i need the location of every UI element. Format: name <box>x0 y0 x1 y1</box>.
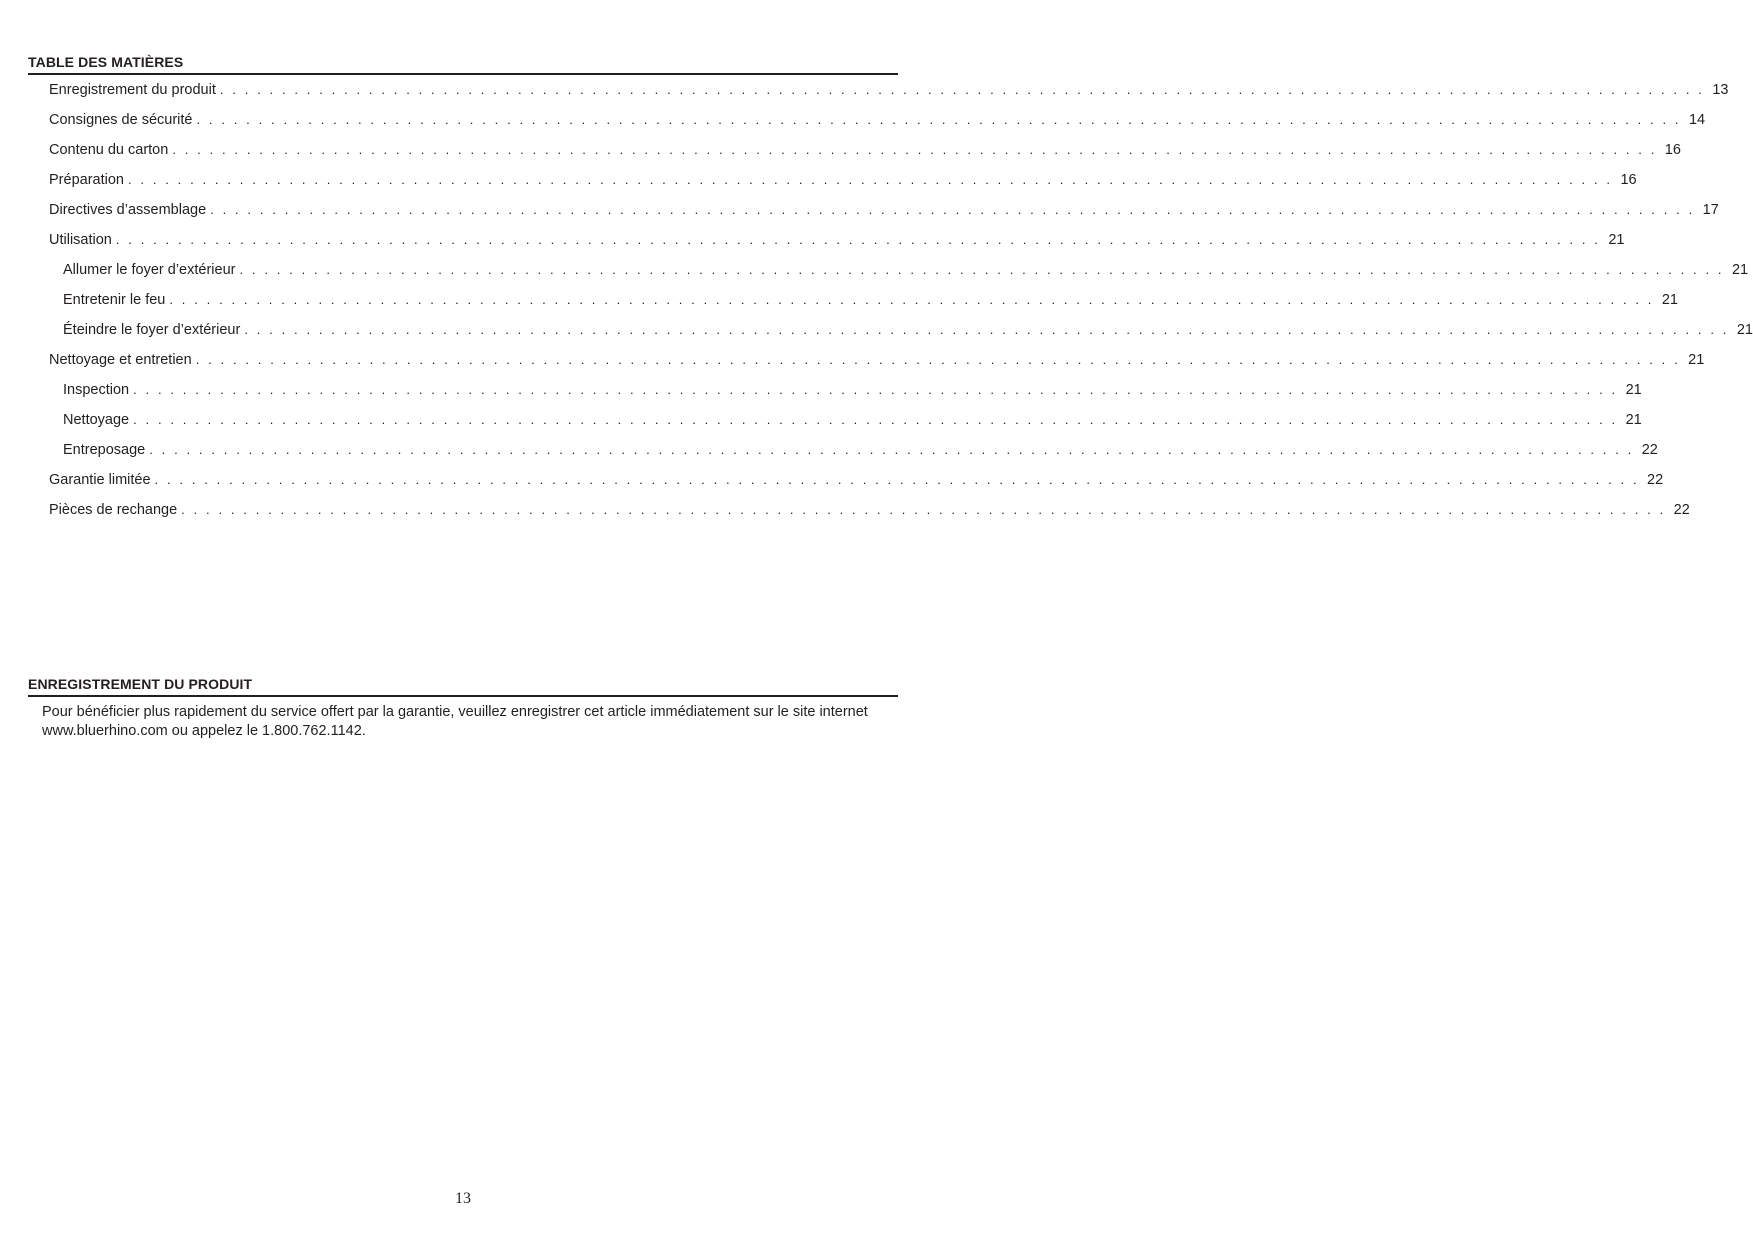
toc-entry[interactable] <box>49 349 1705 379</box>
toc-dot-leader: . . . . . . . . . . . . . . . . . . . . . . . . . . . . . . . . . . . . . . . . . . . . . . . . . . . . . . . . . . . . . . . . . . . . . . . . . . . . . . . . . . . . . . . . . . . . . . . . . . . . . . . . . . . . . . . . . . . . . . . . <box>239 262 1725 277</box>
toc-entry-label: Entretenir le feu <box>63 292 166 308</box>
toc-entry[interactable] <box>49 319 1753 349</box>
toc-entry-page: 14 <box>1688 112 1706 128</box>
registration-text: Pour bénéficier plus rapidement du service offert par la garantie, veuillez enregistrer cet article immédiatement sur le site internet www.bluerhino.com ou appelez le 1.800.762.1142. <box>42 704 868 739</box>
toc-entry-label: Utilisation <box>49 232 112 248</box>
toc-entry-page: 13 <box>1712 82 1729 98</box>
toc-dot-leader: . . . . . . . . . . . . . . . . . . . . . . . . . . . . . . . . . . . . . . . . . . . . . . . . . . . . . . . . . . . . . . . . . . . . . . . . . . . . . . . . . . . . . . . . . . . . . . . . . . . . . . . . . . . . . . . . . . . . . . . . <box>149 442 1634 457</box>
toc-entry-label: Directives d’assemblage <box>49 202 207 218</box>
toc-entry-label: Nettoyage et entretien <box>49 352 192 368</box>
toc-entry[interactable] <box>49 79 1729 109</box>
toc-entry-label: Nettoyage <box>63 412 130 428</box>
toc-dot-leader: . . . . . . . . . . . . . . . . . . . . . . . . . . . . . . . . . . . . . . . . . . . . . . . . . . . . . . . . . . . . . . . . . . . . . . . . . . . . . . . . . . . . . . . . . . . . . . . . . . . . . . . . . . . . . . . . . . . . . . . . <box>127 172 1613 187</box>
toc-entry-page: 21 <box>1625 412 1642 428</box>
toc-entry-label: Contenu du carton <box>49 142 169 158</box>
toc-heading: TABLE DES MATIÈRES <box>28 54 898 75</box>
toc-entry-page: 16 <box>1620 172 1637 188</box>
toc-entry[interactable] <box>49 289 1678 319</box>
toc-entry-page: 22 <box>1641 442 1658 458</box>
toc-dot-leader: . . . . . . . . . . . . . . . . . . . . . . . . . . . . . . . . . . . . . . . . . . . . . . . . . . . . . . . . . . . . . . . . . . . . . . . . . . . . . . . . . . . . . . . . . . . . . . . . . . . . . . . . . . . . . . . . . . . . . . . . <box>219 82 1705 97</box>
toc-entry[interactable] <box>49 379 1642 409</box>
toc-dot-leader: . . . . . . . . . . . . . . . . . . . . . . . . . . . . . . . . . . . . . . . . . . . . . . . . . . . . . . . . . . . . . . . . . . . . . . . . . . . . . . . . . . . . . . . . . . . . . . . . . . . . . . . . . . . . . . . . . . . . . . . . <box>181 502 1666 517</box>
toc-entry-label: Allumer le foyer d’extérieur <box>63 262 236 278</box>
toc-entry-label: Garantie limitée <box>49 472 151 488</box>
toc-entry[interactable] <box>49 169 1637 199</box>
toc-entry[interactable] <box>49 499 1690 529</box>
toc-entry-page: 21 <box>1661 292 1678 308</box>
toc-entry-page: 21 <box>1625 382 1642 398</box>
toc-entry-label: Éteindre le foyer d’extérieur <box>63 322 241 338</box>
toc-entry-page: 21 <box>1736 322 1753 338</box>
toc-entry[interactable] <box>49 259 1749 289</box>
toc-entry-page: 17 <box>1702 202 1719 218</box>
toc-entry-label: Entreposage <box>63 442 146 458</box>
toc-dot-leader: . . . . . . . . . . . . . . . . . . . . . . . . . . . . . . . . . . . . . . . . . . . . . . . . . . . . . . . . . . . . . . . . . . . . . . . . . . . . . . . . . . . . . . . . . . . . . . . . . . . . . . . . . . . . . . . . . . . . . . . . <box>210 202 1695 217</box>
toc-entry-page: 22 <box>1673 502 1690 518</box>
toc-entry-label: Pièces de rechange <box>49 502 178 518</box>
toc-dot-leader: . . . . . . . . . . . . . . . . . . . . . . . . . . . . . . . . . . . . . . . . . . . . . . . . . . . . . . . . . . . . . . . . . . . . . . . . . . . . . . . . . . . . . . . . . . . . . . . . . . . . . . . . . . . . . . . . . . . . . . . . <box>244 322 1729 337</box>
toc-dot-leader: . . . . . . . . . . . . . . . . . . . . . . . . . . . . . . . . . . . . . . . . . . . . . . . . . . . . . . . . . . . . . . . . . . . . . . . . . . . . . . . . . . . . . . . . . . . . . . . . . . . . . . . . . . . . . . . . . . . . . . . . <box>196 112 1682 127</box>
page-number: 13 <box>455 1190 471 1207</box>
toc-dot-leader: . . . . . . . . . . . . . . . . . . . . . . . . . . . . . . . . . . . . . . . . . . . . . . . . . . . . . . . . . . . . . . . . . . . . . . . . . . . . . . . . . . . . . . . . . . . . . . . . . . . . . . . . . . . . . . . . . . . . . . . . <box>195 352 1681 367</box>
toc-entry[interactable] <box>49 469 1664 499</box>
toc-entry[interactable] <box>49 409 1642 439</box>
toc-dot-leader: . . . . . . . . . . . . . . . . . . . . . . . . . . . . . . . . . . . . . . . . . . . . . . . . . . . . . . . . . . . . . . . . . . . . . . . . . . . . . . . . . . . . . . . . . . . . . . . . . . . . . . . . . . . . . . . . . . . . . . . . <box>133 412 1618 427</box>
toc-dot-leader: . . . . . . . . . . . . . . . . . . . . . . . . . . . . . . . . . . . . . . . . . . . . . . . . . . . . . . . . . . . . . . . . . . . . . . . . . . . . . . . . . . . . . . . . . . . . . . . . . . . . . . . . . . . . . . . . . . . . . . . . <box>133 382 1618 397</box>
toc-entry-page: 21 <box>1731 262 1749 278</box>
toc-list <box>49 79 1753 529</box>
toc-entry[interactable] <box>49 439 1658 469</box>
toc-entry-label: Consignes de sécurité <box>49 112 193 128</box>
toc-dot-leader: . . . . . . . . . . . . . . . . . . . . . . . . . . . . . . . . . . . . . . . . . . . . . . . . . . . . . . . . . . . . . . . . . . . . . . . . . . . . . . . . . . . . . . . . . . . . . . . . . . . . . . . . . . . . . . . . . . . . . . . . <box>154 472 1640 487</box>
toc-entry[interactable] <box>49 139 1681 169</box>
toc-dot-leader: . . . . . . . . . . . . . . . . . . . . . . . . . . . . . . . . . . . . . . . . . . . . . . . . . . . . . . . . . . . . . . . . . . . . . . . . . . . . . . . . . . . . . . . . . . . . . . . . . . . . . . . . . . . . . . . . . . . . . . . . <box>115 232 1601 247</box>
toc-entry[interactable] <box>49 109 1706 139</box>
toc-entry-page: 22 <box>1647 472 1664 488</box>
toc-entry-page: 21 <box>1688 352 1705 368</box>
toc-dot-leader: . . . . . . . . . . . . . . . . . . . . . . . . . . . . . . . . . . . . . . . . . . . . . . . . . . . . . . . . . . . . . . . . . . . . . . . . . . . . . . . . . . . . . . . . . . . . . . . . . . . . . . . . . . . . . . . . . . . . . . . . <box>169 292 1654 307</box>
toc-entry-label: Enregistrement du produit <box>49 82 216 98</box>
registration-heading: ENREGISTREMENT DU PRODUIT <box>28 676 898 697</box>
toc-dot-leader: . . . . . . . . . . . . . . . . . . . . . . . . . . . . . . . . . . . . . . . . . . . . . . . . . . . . . . . . . . . . . . . . . . . . . . . . . . . . . . . . . . . . . . . . . . . . . . . . . . . . . . . . . . . . . . . . . . . . . . . . <box>172 142 1657 157</box>
toc-entry-page: 21 <box>1608 232 1625 248</box>
toc-entry-label: Préparation <box>49 172 124 188</box>
toc-entry[interactable] <box>49 199 1719 229</box>
toc-entry-page: 16 <box>1664 142 1681 158</box>
toc-entry[interactable] <box>49 229 1625 259</box>
toc-entry-label: Inspection <box>63 382 130 398</box>
